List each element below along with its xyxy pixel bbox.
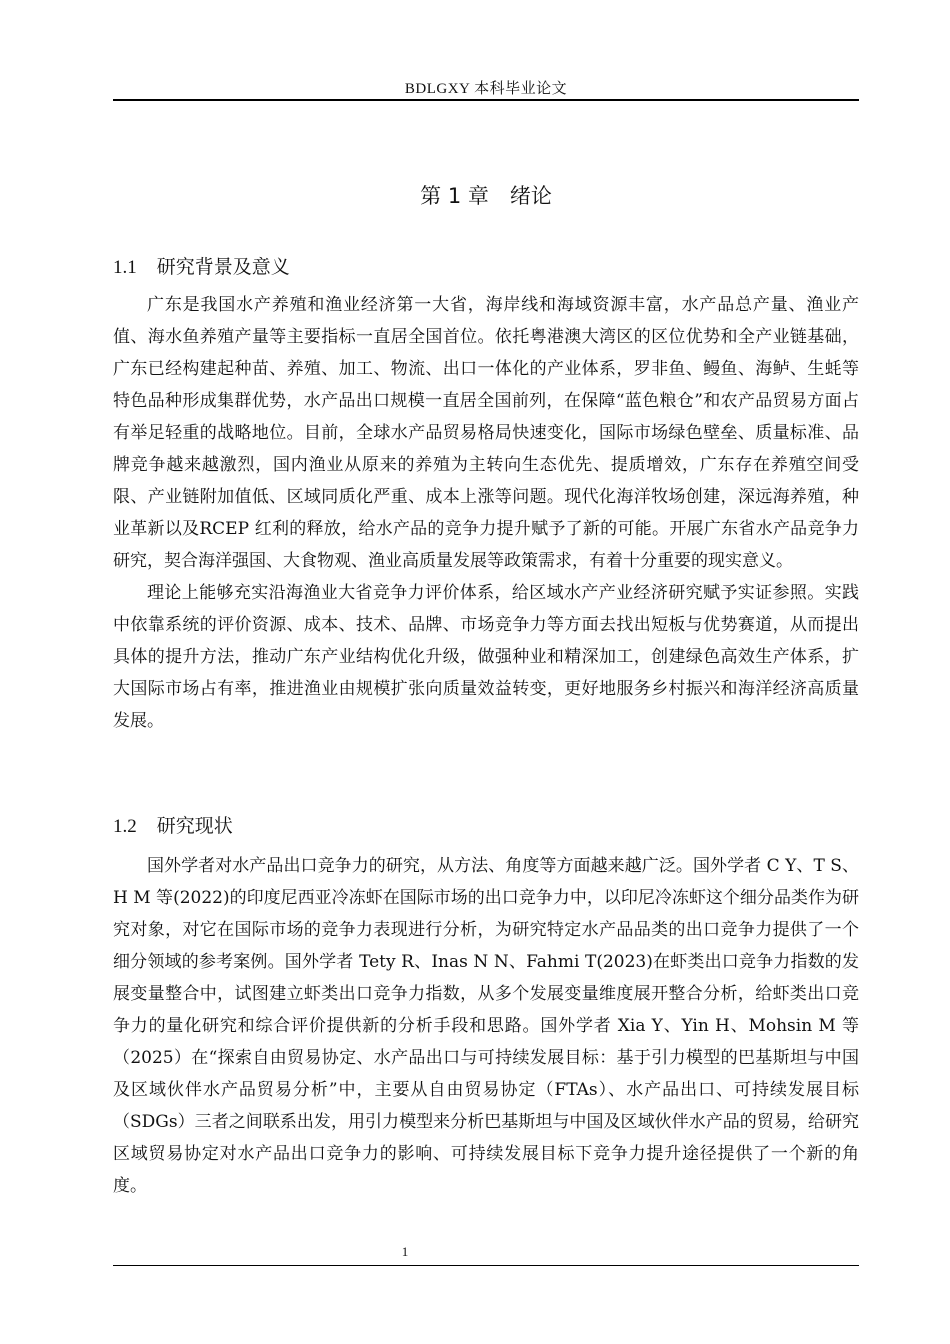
section-heading-1-1	[113, 252, 290, 279]
section-number: 1.1	[113, 257, 137, 278]
page-number: 1	[401, 1244, 409, 1259]
paragraph: 广东是我国水产养殖和渔业经济第一大省，海岸线和海域资源丰富，水产品总产量、渔业产值、海水鱼养殖产量等主要指标一直居全国首位。依托粤港澳大湾区的区位优势和全产业链基础，广东已经构建起种苗、养殖、加工、物流、出口一体化的产业体系，罗非鱼、鳗鱼、海鲈、生蚝等特色品种形成集群优势，水产品出口规模一直居全国前列，在保障“蓝色粮仓”和农产品贸易方面占有举足轻重的战略地位。目前，全球水产品贸易格局快速变化，国际市场绿色壁垒、质量标准、品牌竞争越来越激烈，国内渔业从原来的养殖为主转向生态优先、提质增效，广东存在养殖空间受限、产业链附加值低、区域同质化严重、成本上涨等问题。现代化海洋牧场创建，深远海养殖，种业革新以及RCEP 红利的释放，给水产品的竞争力提升赋予了新的可能。开展广东省水产品竞争力研究，契合海洋强国、大食物观、渔业高质量发展等政策需求，有着十分重要的现实意义。	[113, 295, 859, 571]
section-title: 研究现状	[156, 815, 233, 837]
page-header: BDLGXY 本科毕业论文	[404, 81, 568, 97]
header-rule	[113, 99, 859, 101]
section-1-2-body	[113, 850, 859, 1202]
section-1-1-body	[113, 289, 859, 737]
section-heading-1-2	[113, 811, 233, 838]
footer-rule	[113, 1265, 859, 1266]
paragraph: 理论上能够充实沿海渔业大省竞争力评价体系，给区域水产产业经济研究赋予实证参照。实践中依靠系统的评价资源、成本、技术、品牌、市场竞争力等方面去找出短板与优势赛道，从而提出具体的提升方法，推动广东产业结构优化升级，做强种业和精深加工，创建绿色高效生产体系，扩大国际市场占有率，推进渔业由规模扩张向质量效益转变，更好地服务乡村振兴和海洋经济高质量发展。	[113, 583, 859, 731]
chapter-title: 第 1 章 绪论	[420, 184, 552, 208]
paragraph: 国外学者对水产品出口竞争力的研究，从方法、角度等方面越来越广泛。国外学者 C Y、T S、H M 等(2022)的印度尼西亚冷冻虾在国际市场的出口竞争力中，以印尼冷冻虾这个细分品类作为研究对象，对它在国际市场的竞争力表现进行分析，为研究特定水产品品类的出口竞争力提供了一个细分领域的参考案例。国外学者 Tety R、Inas N N、Fahmi T(2023)在虾类出口竞争力指数的发展变量整合中，试图建立虾类出口竞争力指数，从多个发展变量维度展开整合分析，给虾类出口竞争力的量化研究和综合评价提供新的分析手段和思路。国外学者 Xia Y、Yin H、Mohsin M 等（2025）在“探索自由贸易协定、水产品出口与可持续发展目标：基于引力模型的巴基斯坦与中国及区域伙伴水产品贸易分析”中，主要从自由贸易协定（FTAs）、水产品出口、可持续发展目标（SDGs）三者之间联系出发，用引力模型来分析巴基斯坦与中国及区域伙伴水产品的贸易，给研究区域贸易协定对水产品出口竞争力的影响、可持续发展目标下竞争力提升途径提供了一个新的角度。	[113, 856, 859, 1196]
section-title: 研究背景及意义	[156, 256, 290, 278]
section-number: 1.2	[113, 816, 137, 837]
